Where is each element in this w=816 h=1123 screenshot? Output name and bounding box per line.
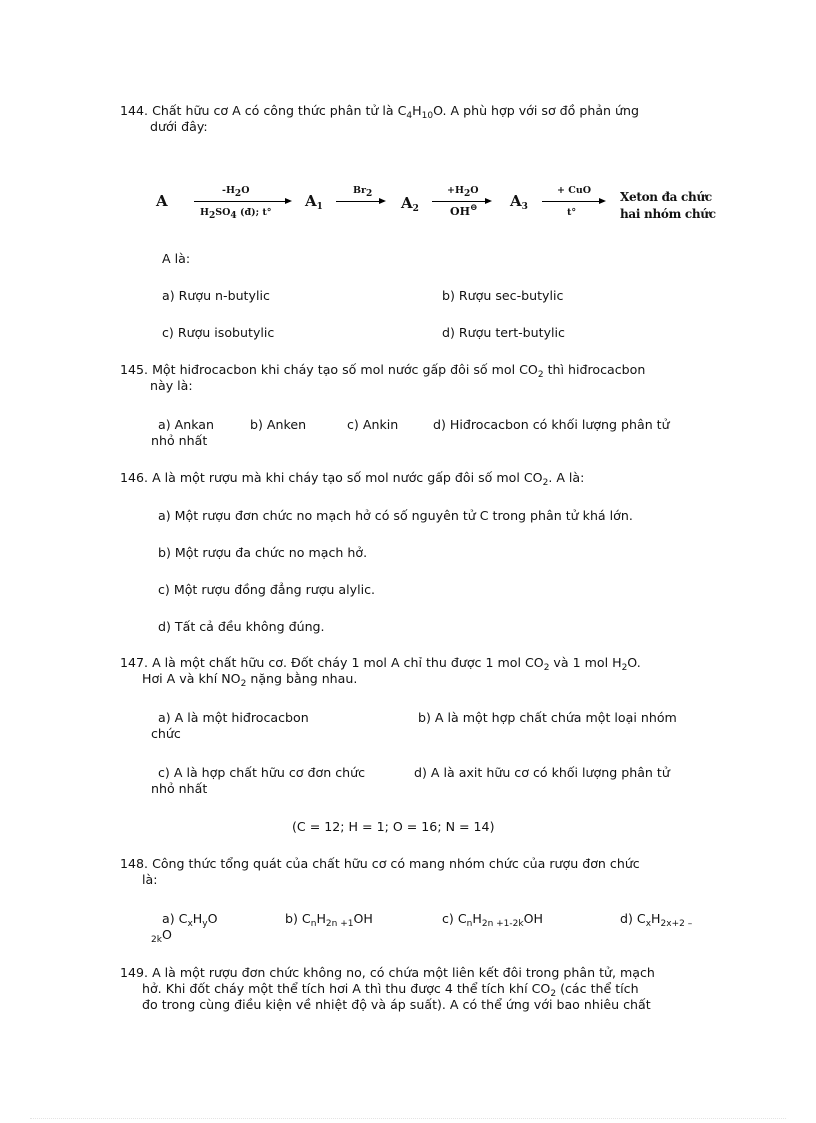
option-b: b) Anken — [250, 417, 307, 432]
page-bottom-divider — [30, 1118, 786, 1119]
step1-condition-top: $-H_2O$ — [222, 185, 250, 199]
question-number: 148. — [120, 856, 149, 871]
option-d: d) Tất cả đều không đúng. — [158, 619, 325, 634]
option-d: d) Hiđrocacbon có khối lượng phân tử — [433, 417, 670, 432]
question-number: 144. — [120, 103, 149, 118]
step4-reagent: + CuO — [557, 185, 592, 196]
option-a: a) $C_xH_yO$ — [162, 911, 218, 929]
product-line-1: Xeton đa chức — [620, 190, 712, 204]
question-149: 149. A là một rượu đơn chức không no, có chứa một liên kết đôi trong phân tử, mạch hở. Khi đốt cháy một thể tích hơi A thì thu được 4 thể tích khí $CO_2$ (các thể tích đo trong cùng điều kiện về nhiệt độ và áp suất). A có thể ứng với bao nhiêu chất — [120, 965, 655, 1012]
option-a: a) Một rượu đơn chức no mạch hở có số nguyên tử C trong phân tử khá lớn. — [158, 508, 633, 523]
reaction-arrow-3 — [432, 201, 490, 202]
option-d: d) A là axit hữu cơ có khối lượng phân tử — [414, 765, 670, 780]
step2-reagent: $Br_2$ — [353, 185, 373, 199]
reaction-arrow-1 — [194, 201, 290, 202]
option-b-cont: chức — [151, 726, 181, 741]
step3-condition-bottom: OH⊖ — [450, 203, 478, 218]
option-d: d) $C_xH_{2x+2 -}$ — [620, 911, 693, 929]
question-146: 146. A là một rượu mà khi cháy tạo số mol nước gấp đôi số mol $CO_2$. A là: — [120, 470, 585, 488]
question-text: Chất hữu cơ A có công thức phân tử là C — [152, 103, 407, 118]
question-number: 145. — [120, 362, 149, 377]
intermediate-a1: $A_1$ — [305, 192, 323, 212]
question-145: 145. Một hiđrocacbon khi cháy tạo số mol nước gấp đôi số mol $CO_2$ thì hiđrocacbon này là: — [120, 362, 646, 393]
product-line-2: hai nhóm chức — [620, 207, 716, 221]
option-c: c) Rượu isobutylic — [162, 325, 275, 340]
question-147: 147. A là một chất hữu cơ. Đốt cháy 1 mol A chỉ thu được 1 mol $CO_2$ và 1 mol $H_2O$. Hơi A và khí $NO_2$ nặng bằng nhau. — [120, 655, 641, 689]
reactant-a: A — [156, 192, 168, 210]
question-number: 147. — [120, 655, 149, 670]
reaction-arrow-2 — [336, 201, 384, 202]
question-148: 148. Công thức tổng quát của chất hữu cơ có mang nhóm chức của rượu đơn chức là: — [120, 856, 640, 887]
reaction-scheme — [0, 180, 816, 240]
question-144: 144. Chất hữu cơ A có công thức phân tử là $C_4H_{10}O$. A phù hợp với sơ đồ phản ứng dưới đây: — [120, 103, 700, 135]
intermediate-a2: $A_2$ — [401, 194, 419, 214]
atomic-mass-note: (C = 12; H = 1; O = 16; N = 14) — [292, 819, 495, 834]
option-b: b) $C_nH_{2n +1}OH$ — [285, 911, 373, 929]
option-a: a) A là một hiđrocacbon — [158, 710, 309, 725]
step1-condition-bottom: $H_2SO_4$ (đ); t° — [200, 207, 272, 221]
option-a: a) Rượu n-butylic — [162, 288, 270, 303]
question-number: 149. — [120, 965, 149, 980]
option-b: b) A là một hợp chất chứa một loại nhóm — [418, 710, 677, 725]
option-b: b) Rượu sec-butylic — [442, 288, 564, 303]
option-b: b) Một rượu đa chức no mạch hở. — [158, 545, 368, 560]
question-number: 146. — [120, 470, 149, 485]
reaction-arrow-4 — [542, 201, 604, 202]
intermediate-a3: $A_3$ — [510, 192, 528, 212]
option-d-cont: $_{2k}$O — [151, 927, 172, 945]
option-c: c) $C_nH_{2n +1-2k}OH$ — [442, 911, 543, 929]
option-c: c) Ankin — [347, 417, 399, 432]
option-d: d) Rượu tert-butylic — [442, 325, 565, 340]
option-a: a) Ankan — [158, 417, 215, 432]
option-c: c) Một rượu đồng đẳng rượu alylic. — [158, 582, 376, 597]
prompt-a-la: A là: — [162, 251, 191, 266]
option-d-cont: nhỏ nhất — [151, 433, 208, 448]
question-text-cont: dưới đây: — [150, 119, 208, 134]
step3-condition-top: $+H_2O$ — [447, 185, 479, 199]
option-c: c) A là hợp chất hữu cơ đơn chức — [158, 765, 366, 780]
option-d-cont: nhỏ nhất — [151, 781, 208, 796]
step4-condition: t° — [567, 207, 577, 218]
